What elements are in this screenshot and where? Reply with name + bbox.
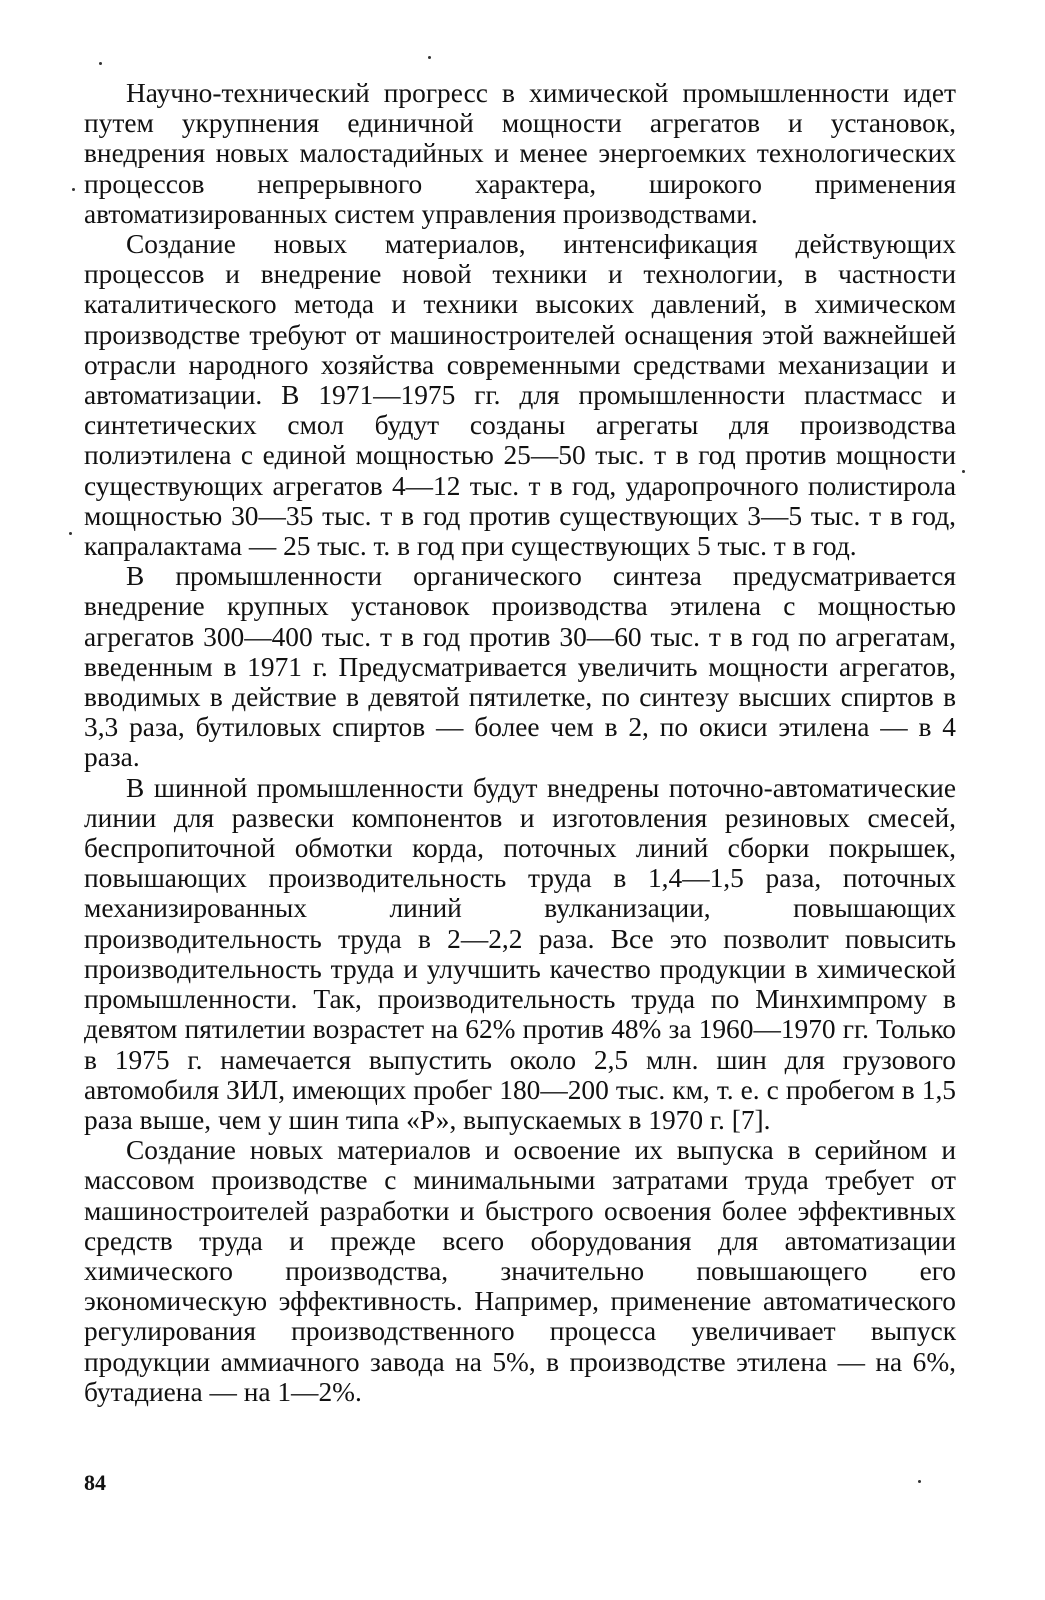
scan-speck: [99, 62, 102, 65]
paragraph-organic-synthesis: В промышленности органического синтеза предусматривается внедрение крупных установок производства этилена с мощностью агрегатов 300—400 тыс. т в год против 30—60 тыс. т в год по агрегатам, введенным в 1971 г. Предусматривается увеличить мощности агрегатов, вводимых в действие в девятой пятилетке, по синтезу высших спиртов в 3,3 раза, бутиловых спиртов — более чем в 2, по окиси этилена — в 4 раза.: [84, 561, 956, 773]
scan-speck: [72, 188, 75, 191]
paragraph-scientific-progress: Научно-технический прогресс в химической промышленности идет путем укрупнения единичной мощности агрегатов и установок, внедрения новых малостадийных и менее энергоемких технологических процессов непрерывного характера, широкого применения автоматизированных систем управления производствами.: [84, 78, 956, 229]
scan-speck: [918, 1480, 921, 1483]
scan-speck: [962, 470, 965, 473]
paragraph-new-materials-plastics: Создание новых материалов, интенсификация действующих процессов и внедрение новой техники и технологии, в частности каталитического метода и техники высоких давлений, в химическом производстве требуют от машиностроителей оснащения этой важнейшей отрасли народного хозяйства современными средствами механизации и автоматизации. В 1971—1975 гг. для промышленности пластмасс и синтетических смол будут созданы агрегаты для производства полиэтилена с единой мощностью 25—50 тыс. т в год против мощности существующих агрегатов 4—12 тыс. т в год, ударопрочного полистирола мощностью 30—35 тыс. т в год против существующих 3—5 тыс. т в год, капралактама — 25 тыс. т. в год при существующих 5 тыс. т в год.: [84, 229, 956, 562]
paragraph-tire-industry: В шинной промышленности будут внедрены поточно-автоматические линии для развески компонентов и изготовления резиновых смесей, беспропиточной обмотки корда, поточных линий сборки покрышек, повышающих производительность труда в 1,4—1,5 раза, поточных механизированных линий вулканизации, повышающих производительность труда в 2—2,2 раза. Все это позволит повысить производительность труда и улучшить качество продукции в химической промышленности. Так, производительность труда по Минхимпрому в девятом пятилетии возрастет на 62% против 48% за 1960—1970 гг. Только в 1975 г. намечается выпустить около 2,5 млн. шин для грузового автомобиля ЗИЛ, имеющих пробег 180—200 тыс. км, т. е. с пробегом в 1,5 раза выше, чем у шин типа «Р», выпускаемых в 1970 г. [7].: [84, 772, 956, 1135]
scan-speck: [69, 532, 72, 535]
scan-speck: [428, 56, 431, 59]
paragraph-automation-efficiency: Создание новых материалов и освоение их выпуска в серийном и массовом производстве с минимальными затратами труда требует от машиностроителей разработки и быстрого освоения более эффективных средств труда и прежде всего оборудования для автоматизации химического производства, значительно повышающего его экономическую эффективность. Например, применение автоматического регулирования производственного процесса увеличивает выпуск продукции аммиачного завода на 5%, в производстве этилена — на 6%, бутадиена — на 1—2%.: [84, 1135, 956, 1407]
page-body: [84, 78, 956, 1407]
page-number: 84: [84, 1470, 106, 1495]
